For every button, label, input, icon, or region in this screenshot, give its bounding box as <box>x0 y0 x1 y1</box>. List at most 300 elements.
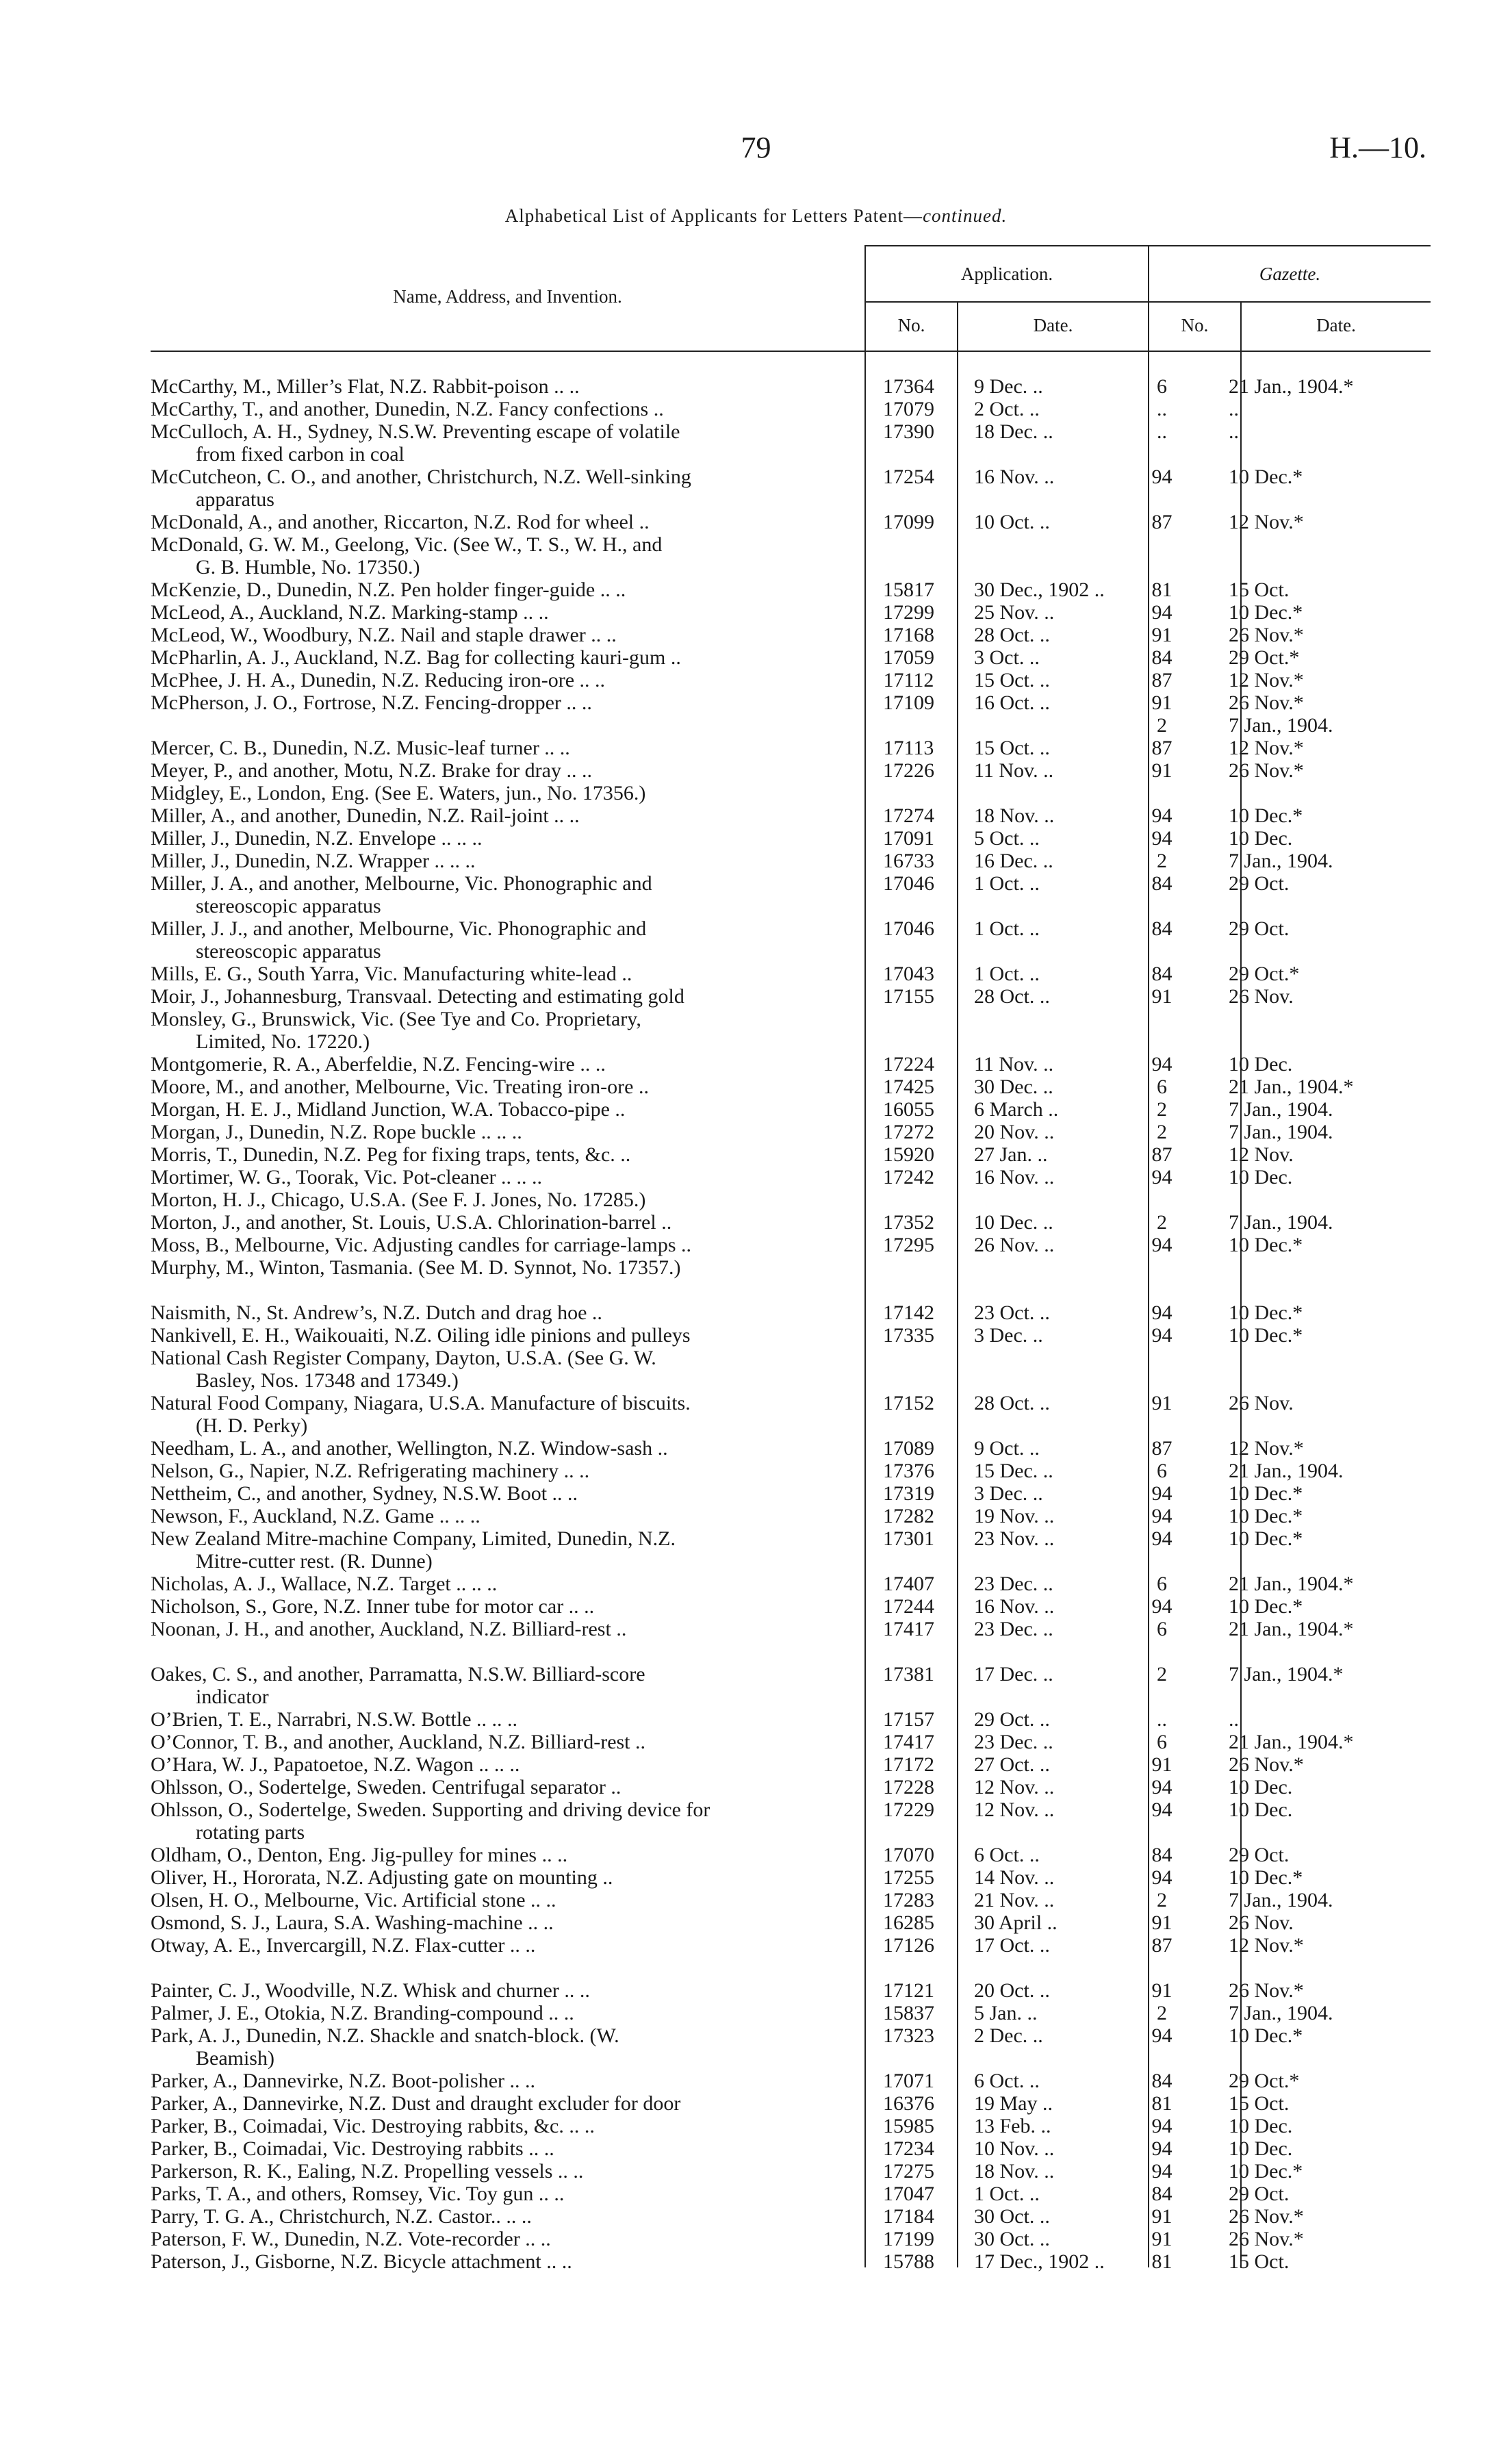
gazette-number: 94 <box>1151 1324 1173 1347</box>
applicant-name-continued: indicator <box>196 1686 269 1708</box>
gazette-number: 84 <box>1151 646 1173 669</box>
application-date: 30 Oct. .. <box>974 2205 1050 2228</box>
gazette-date-cell <box>1208 1527 1437 1573</box>
application-number: 17224 <box>883 1053 934 1076</box>
applicant-cell <box>151 375 862 398</box>
application-date: 14 Nov. .. <box>974 1866 1055 1889</box>
table-row <box>151 782 1437 804</box>
gazette-date: 10 Dec.* <box>1229 1595 1303 1618</box>
applicant-cell <box>151 1889 862 1911</box>
application-date: 19 Nov. .. <box>974 1505 1055 1527</box>
applicant-cell <box>151 1008 862 1053</box>
table-row <box>151 2205 1437 2228</box>
applicant-name: McPharlin, A. J., Auckland, N.Z. Bag for collecting kauri-gum .. <box>151 646 681 669</box>
gazette-date-cell <box>1208 1166 1437 1188</box>
applicant-cell <box>151 2183 862 2205</box>
applicant-name-continued: Mitre-cutter rest. (R. Dunne) <box>196 1550 433 1573</box>
applicant-name-continued: from fixed carbon in coal <box>196 443 405 466</box>
gazette-date: 15 Oct. <box>1229 578 1290 601</box>
table-row <box>151 1098 1437 1121</box>
applicant-cell <box>151 2115 862 2137</box>
applicant-name: Parker, A., Dannevirke, N.Z. Dust and draught excluder for door <box>151 2092 681 2115</box>
gazette-date-cell <box>1208 850 1437 872</box>
gazette-date-cell <box>1208 1098 1437 1121</box>
application-date: 23 Dec. .. <box>974 1618 1053 1640</box>
gazette-number-cell <box>1116 1008 1208 1053</box>
document-reference: H.—10. <box>1329 131 1426 164</box>
gazette-date: 10 Dec. <box>1229 1166 1293 1188</box>
application-number <box>862 1256 955 1279</box>
applicant-cell <box>151 578 862 601</box>
gazette-date: 15 Oct. <box>1229 2250 1290 2273</box>
application-number: 17043 <box>883 963 934 985</box>
gazette-date-cell <box>1208 1934 1437 1957</box>
gazette-number: 94 <box>1151 1505 1173 1527</box>
applicant-name: Ohlsson, O., Sodertelge, Sweden. Centrifugal separator .. <box>151 1776 622 1798</box>
gazette-date: 10 Dec. <box>1229 2115 1293 2137</box>
gazette-number: 94 <box>1151 2160 1173 2183</box>
gazette-date: 26 Nov.* <box>1229 2205 1304 2228</box>
gazette-date-cell <box>1208 1505 1437 1527</box>
gazette-number-cell <box>1116 1731 1208 1753</box>
application-number: 17229 <box>883 1798 934 1821</box>
table-row <box>151 1866 1437 1889</box>
gazette-number: 81 <box>1151 2092 1173 2115</box>
gazette-number-cell <box>1116 511 1208 533</box>
applicant-name: Natural Food Company, Niagara, U.S.A. Manufacture of biscuits. <box>151 1392 691 1414</box>
gazette-date: 7 Jan., 1904. <box>1229 1211 1333 1234</box>
applicant-name: Parry, T. G. A., Christchurch, N.Z. Castor.. .. .. <box>151 2205 532 2228</box>
gazette-date-cell <box>1208 2024 1437 2070</box>
gazette-number-cell <box>1116 1211 1208 1234</box>
table-row <box>151 1437 1437 1460</box>
applicant-name: Nelson, G., Napier, N.Z. Refrigerating machinery .. .. <box>151 1460 590 1482</box>
applicant-cell <box>151 1166 862 1188</box>
applicant-name: Monsley, G., Brunswick, Vic. (See Tye and Co. Proprietary, <box>151 1008 641 1030</box>
applicant-cell <box>151 1911 862 1934</box>
gazette-date: 26 Nov. <box>1229 1392 1294 1414</box>
table-row <box>151 1889 1437 1911</box>
application-number: 15837 <box>883 2002 934 2024</box>
application-number: 17155 <box>883 985 934 1008</box>
gazette-number-cell <box>1116 533 1208 578</box>
gazette-number-cell <box>1116 691 1208 737</box>
gazette-number-cell <box>1116 1076 1208 1098</box>
application-number: 17152 <box>883 1392 934 1414</box>
gazette-date-cell <box>1208 1776 1437 1798</box>
application-number: 17071 <box>883 2070 934 2092</box>
gazette-number: 94 <box>1151 1595 1173 1618</box>
application-number: 17234 <box>883 2137 934 2160</box>
applicant-name: Miller, A., and another, Dunedin, N.Z. Rail-joint .. .. <box>151 804 580 827</box>
gazette-date: 12 Nov.* <box>1229 669 1304 691</box>
table-row <box>151 917 1437 963</box>
gazette-date: 7 Jan., 1904. <box>1229 2002 1333 2024</box>
application-number: 17157 <box>883 1708 934 1731</box>
applicant-cell <box>151 1798 862 1844</box>
gazette-date-cell <box>1208 1121 1437 1143</box>
gazette-date-cell <box>1208 2250 1437 2273</box>
application-date: 16 Nov. .. <box>974 1166 1055 1188</box>
applicant-cell <box>151 1527 862 1573</box>
gazette-date: 10 Dec. <box>1229 1798 1293 1821</box>
gazette-number: 6 <box>1157 1460 1167 1482</box>
gazette-date: 10 Dec.* <box>1229 1324 1303 1347</box>
application-number: 17070 <box>883 1844 934 1866</box>
gazette-date: 26 Nov.* <box>1229 624 1304 646</box>
application-date <box>955 782 1116 804</box>
application-date: 11 Nov. .. <box>974 759 1054 782</box>
list-title-main: Alphabetical List of Applicants for Letters Patent— <box>504 205 923 226</box>
applicant-cell <box>151 1844 862 1866</box>
applicant-cell <box>151 1979 862 2002</box>
table-row <box>151 759 1437 782</box>
application-number: 17047 <box>883 2183 934 2205</box>
applicant-name: Nettheim, C., and another, Sydney, N.S.W. Boot .. .. <box>151 1482 578 1505</box>
gazette-number: 94 <box>1151 1776 1173 1798</box>
gazette-number: 91 <box>1151 624 1173 646</box>
table-row <box>151 375 1437 398</box>
application-number: 17126 <box>883 1934 934 1957</box>
gazette-date: 26 Nov.* <box>1229 759 1304 782</box>
gazette-date: 21 Jan., 1904. <box>1229 1460 1344 1482</box>
gazette-number: 2 <box>1157 2002 1167 2024</box>
table-row <box>151 1121 1437 1143</box>
application-number <box>862 533 955 578</box>
gazette-number-cell <box>1116 2137 1208 2160</box>
application-date: 27 Oct. .. <box>974 1753 1050 1776</box>
page-number: 79 <box>741 131 771 164</box>
applicant-cell <box>151 624 862 646</box>
gazette-date-cell <box>1208 624 1437 646</box>
applicant-name: Miller, J. J., and another, Melbourne, Vic. Phonographic and <box>151 917 647 940</box>
application-date: 18 Nov. .. <box>974 804 1055 827</box>
gazette-date-cell <box>1208 533 1437 578</box>
gazette-number: 91 <box>1151 1979 1173 2002</box>
gazette-date-cell <box>1208 917 1437 963</box>
gazette-date-cell <box>1208 759 1437 782</box>
gazette-number: 84 <box>1151 2183 1173 2205</box>
application-number: 17109 <box>883 691 934 714</box>
application-number: 17089 <box>883 1437 934 1460</box>
applicant-cell <box>151 1301 862 1324</box>
gazette-number-cell <box>1116 1166 1208 1188</box>
table-row <box>151 1844 1437 1866</box>
gazette-number-cell <box>1116 1979 1208 2002</box>
gazette-date: 10 Dec.* <box>1229 804 1303 827</box>
application-number: 17283 <box>883 1889 934 1911</box>
gazette-number: 94 <box>1151 1482 1173 1505</box>
gazette-date: 10 Dec.* <box>1229 1505 1303 1527</box>
applicant-name: O’Brien, T. E., Narrabri, N.S.W. Bottle .. .. .. <box>151 1708 518 1731</box>
gazette-date-cell <box>1208 2092 1437 2115</box>
applicant-cell <box>151 1053 862 1076</box>
gazette-number-cell <box>1116 1188 1208 1211</box>
gazette-number-cell <box>1116 2160 1208 2183</box>
applicant-name: Midgley, E., London, Eng. (See E. Waters, jun., No. 17356.) <box>151 782 646 804</box>
gazette-number-cell <box>1116 827 1208 850</box>
applicant-name: Parks, T. A., and others, Romsey, Vic. Toy gun .. .. <box>151 2183 565 2205</box>
application-date: 18 Dec. .. <box>974 420 1053 443</box>
gazette-date: 10 Dec.* <box>1229 2160 1303 2183</box>
gazette-date: 7 Jan., 1904. <box>1229 850 1333 872</box>
gazette-number-cell <box>1116 1618 1208 1640</box>
application-number: 15920 <box>883 1143 934 1166</box>
table-row <box>151 1708 1437 1731</box>
application-number: 17059 <box>883 646 934 669</box>
application-number: 17121 <box>883 1979 934 2002</box>
gazette-date-cell <box>1208 1753 1437 1776</box>
gazette-date: 12 Nov.* <box>1229 1934 1304 1957</box>
list-title <box>0 205 1512 227</box>
gazette-date: 29 Oct.* <box>1229 646 1300 669</box>
application-number: 17352 <box>883 1211 934 1234</box>
gazette-date-cell <box>1208 511 1437 533</box>
gazette-number-cell <box>1116 1889 1208 1911</box>
application-date: 25 Nov. .. <box>974 601 1055 624</box>
table-row <box>151 850 1437 872</box>
table-row <box>151 2115 1437 2137</box>
applicant-name: Osmond, S. J., Laura, S.A. Washing-machine .. .. <box>151 1911 554 1934</box>
applicant-name: McLeod, A., Auckland, N.Z. Marking-stamp .. .. <box>151 601 549 624</box>
applicant-name: McKenzie, D., Dunedin, N.Z. Pen holder finger-guide .. .. <box>151 578 626 601</box>
gazette-date-cell <box>1208 985 1437 1008</box>
gazette-date: 10 Dec. <box>1229 1053 1293 1076</box>
application-number: 16376 <box>883 2092 934 2115</box>
table-row <box>151 601 1437 624</box>
applicant-name: O’Connor, T. B., and another, Auckland, N.Z. Billiard-rest .. <box>151 1731 646 1753</box>
applicant-cell <box>151 1188 862 1211</box>
application-number: 17142 <box>883 1301 934 1324</box>
application-number: 17255 <box>883 1866 934 1889</box>
gazette-number: 6 <box>1157 375 1167 398</box>
application-number <box>862 1008 955 1053</box>
application-date: 23 Dec. .. <box>974 1731 1053 1753</box>
applicant-name: Parker, B., Coimadai, Vic. Destroying rabbits .. .. <box>151 2137 554 2160</box>
application-date: 28 Oct. .. <box>974 1392 1050 1414</box>
applicant-cell <box>151 1324 862 1347</box>
table-row <box>151 1188 1437 1211</box>
gazette-date: 26 Nov.* <box>1229 1753 1304 1776</box>
application-number: 15817 <box>883 578 934 601</box>
gazette-number-cell <box>1116 1866 1208 1889</box>
applicant-cell <box>151 850 862 872</box>
applicant-cell <box>151 1482 862 1505</box>
applicant-name: Naismith, N., St. Andrew’s, N.Z. Dutch and drag hoe .. <box>151 1301 602 1324</box>
gazette-number-cell <box>1116 737 1208 759</box>
applicant-name: Moss, B., Melbourne, Vic. Adjusting candles for carriage-lamps .. <box>151 1234 691 1256</box>
applicant-name: National Cash Register Company, Dayton, U.S.A. (See G. W. <box>151 1347 656 1369</box>
applicant-name: Oakes, C. S., and another, Parramatta, N.S.W. Billiard-score <box>151 1663 645 1686</box>
applicant-name: Moore, M., and another, Melbourne, Vic. Treating iron-ore .. <box>151 1076 649 1098</box>
gazette-number-cell <box>1116 466 1208 511</box>
table-row <box>151 1053 1437 1076</box>
application-date: 28 Oct. .. <box>974 624 1050 646</box>
applicant-cell <box>151 691 862 737</box>
gazette-number: 91 <box>1151 2205 1173 2228</box>
gazette-number: .. <box>1157 420 1167 443</box>
applicant-name: Painter, C. J., Woodville, N.Z. Whisk and churner .. .. <box>151 1979 590 2002</box>
gazette-date-cell <box>1208 1595 1437 1618</box>
table-row <box>151 2002 1437 2024</box>
gazette-date-cell <box>1208 691 1437 737</box>
application-number: 17184 <box>883 2205 934 2228</box>
gazette-number-cell <box>1116 759 1208 782</box>
application-number: 17295 <box>883 1234 934 1256</box>
applicant-cell <box>151 759 862 782</box>
applicant-cell <box>151 963 862 985</box>
applicant-name: Paterson, F. W., Dunedin, N.Z. Vote-recorder .. .. <box>151 2228 551 2250</box>
application-date: 1 Oct. .. <box>974 917 1040 940</box>
applicant-cell <box>151 917 862 963</box>
gazette-date-cell <box>1208 1844 1437 1866</box>
application-number: 17099 <box>883 511 934 533</box>
applicant-cell <box>151 2070 862 2092</box>
gazette-number-cell <box>1116 850 1208 872</box>
application-date: 6 Oct. .. <box>974 1844 1040 1866</box>
application-date: 23 Dec. .. <box>974 1573 1053 1595</box>
gazette-date-cell <box>1208 2137 1437 2160</box>
application-date: 23 Oct. .. <box>974 1301 1050 1324</box>
application-date: 17 Oct. .. <box>974 1934 1050 1957</box>
application-number: 17226 <box>883 759 934 782</box>
applicant-cell <box>151 1098 862 1121</box>
gazette-number-cell <box>1116 1301 1208 1324</box>
gazette-date: 29 Oct.* <box>1229 963 1300 985</box>
table-row <box>151 1234 1437 1256</box>
table-row <box>151 578 1437 601</box>
gazette-number: 94 <box>1151 804 1173 827</box>
applicant-name: O’Hara, W. J., Papatoetoe, N.Z. Wagon .. .. .. <box>151 1753 520 1776</box>
gazette-number: 84 <box>1151 1844 1173 1866</box>
applicant-name: Parker, A., Dannevirke, N.Z. Boot-polisher .. .. <box>151 2070 536 2092</box>
table-row <box>151 1979 1437 2002</box>
table-row <box>151 420 1437 466</box>
gazette-number: 94 <box>1151 1527 1173 1550</box>
gazette-number-cell <box>1116 2228 1208 2250</box>
gazette-number: 94 <box>1151 2137 1173 2160</box>
table-row <box>151 1392 1437 1437</box>
header-gazette: Gazette. <box>1259 264 1321 284</box>
header-app-no: No. <box>897 315 925 335</box>
applicant-name-continued: rotating parts <box>196 1821 305 1844</box>
application-number: 17113 <box>883 737 934 759</box>
gazette-number-cell <box>1116 420 1208 466</box>
gazette-number-cell <box>1116 1460 1208 1482</box>
gazette-date: 10 Dec.* <box>1229 466 1303 488</box>
gazette-number: 94 <box>1151 1053 1173 1076</box>
gazette-date-cell <box>1208 1324 1437 1347</box>
application-number: 16285 <box>883 1911 934 1934</box>
gazette-date-cell <box>1208 1573 1437 1595</box>
application-number: 17244 <box>883 1595 934 1618</box>
gazette-number-cell <box>1116 646 1208 669</box>
applicant-name: Montgomerie, R. A., Aberfeldie, N.Z. Fencing-wire .. .. <box>151 1053 606 1076</box>
gazette-number: 84 <box>1151 917 1173 940</box>
application-date: 16 Nov. .. <box>974 466 1055 488</box>
gazette-date: 7 Jan., 1904. <box>1229 1098 1333 1121</box>
gazette-number-cell <box>1116 624 1208 646</box>
gazette-date: 7 Jan., 1904. <box>1229 1121 1333 1143</box>
gazette-number-cell <box>1116 578 1208 601</box>
gazette-number-cell <box>1116 2205 1208 2228</box>
gazette-number: 91 <box>1151 759 1173 782</box>
gazette-date-cell <box>1208 2205 1437 2228</box>
gazette-number-cell <box>1116 1053 1208 1076</box>
application-number <box>862 1188 955 1211</box>
gazette-number-cell <box>1116 1347 1208 1392</box>
gazette-date-cell <box>1208 1256 1437 1279</box>
application-date: 2 Oct. .. <box>974 398 1040 420</box>
gazette-date-cell <box>1208 1482 1437 1505</box>
gazette-number-cell <box>1116 2002 1208 2024</box>
application-number: 17274 <box>883 804 934 827</box>
applicant-cell <box>151 804 862 827</box>
gazette-date-cell <box>1208 2070 1437 2092</box>
gazette-number: 2 <box>1157 1889 1167 1911</box>
application-date: 27 Jan. .. <box>974 1143 1048 1166</box>
applicant-name: Nicholas, A. J., Wallace, N.Z. Target .. .. .. <box>151 1573 498 1595</box>
table-row <box>151 398 1437 420</box>
application-number: 17228 <box>883 1776 934 1798</box>
applicant-name: Palmer, J. E., Otokia, N.Z. Branding-compound .. .. <box>151 2002 574 2024</box>
application-number: 17323 <box>883 2024 934 2047</box>
applicant-name: Parker, B., Coimadai, Vic. Destroying rabbits, &c. .. .. <box>151 2115 595 2137</box>
application-date <box>955 1256 1116 1279</box>
applicant-cell <box>151 1505 862 1527</box>
table-row <box>151 2250 1437 2273</box>
table-row <box>151 827 1437 850</box>
applicant-cell <box>151 2228 862 2250</box>
applicant-name: New Zealand Mitre-machine Company, Limited, Dunedin, N.Z. <box>151 1527 676 1550</box>
applicant-cell <box>151 985 862 1008</box>
application-date: 9 Oct. .. <box>974 1437 1040 1460</box>
header-app-date: Date. <box>1033 315 1073 335</box>
application-number: 17112 <box>883 669 934 691</box>
gazette-date-cell <box>1208 1234 1437 1256</box>
gazette-date: 10 Dec.* <box>1229 2024 1303 2047</box>
applicant-cell <box>151 2024 862 2070</box>
table-row <box>151 963 1437 985</box>
applicant-cell <box>151 511 862 533</box>
gazette-date-cell <box>1208 804 1437 827</box>
table-row <box>151 2228 1437 2250</box>
table-row <box>151 1166 1437 1188</box>
gazette-number: 6 <box>1157 1573 1167 1595</box>
gazette-date: 29 Oct.* <box>1229 2070 1300 2092</box>
application-number: 17046 <box>883 872 934 895</box>
gazette-date: 26 Nov. <box>1229 985 1294 1008</box>
applicant-cell <box>151 872 862 917</box>
applicant-name: McCulloch, A. H., Sydney, N.S.W. Preventing escape of volatile <box>151 420 680 443</box>
table-row <box>151 1595 1437 1618</box>
table-row <box>151 624 1437 646</box>
header-application: Application. <box>960 264 1053 284</box>
application-number: 17275 <box>883 2160 934 2183</box>
applicant-cell <box>151 737 862 759</box>
application-date: 10 Oct. .. <box>974 511 1050 533</box>
table-row <box>151 1798 1437 1844</box>
gazette-number-cell <box>1116 1753 1208 1776</box>
application-date: 23 Nov. .. <box>974 1527 1055 1550</box>
application-number: 17046 <box>883 917 934 940</box>
gazette-number: 81 <box>1151 2250 1173 2273</box>
application-number: 17301 <box>883 1527 934 1550</box>
applicant-name: Miller, J., Dunedin, N.Z. Envelope .. .. .. <box>151 827 483 850</box>
application-number: 17376 <box>883 1460 934 1482</box>
applicant-cell <box>151 1731 862 1753</box>
applicant-cell <box>151 782 862 804</box>
